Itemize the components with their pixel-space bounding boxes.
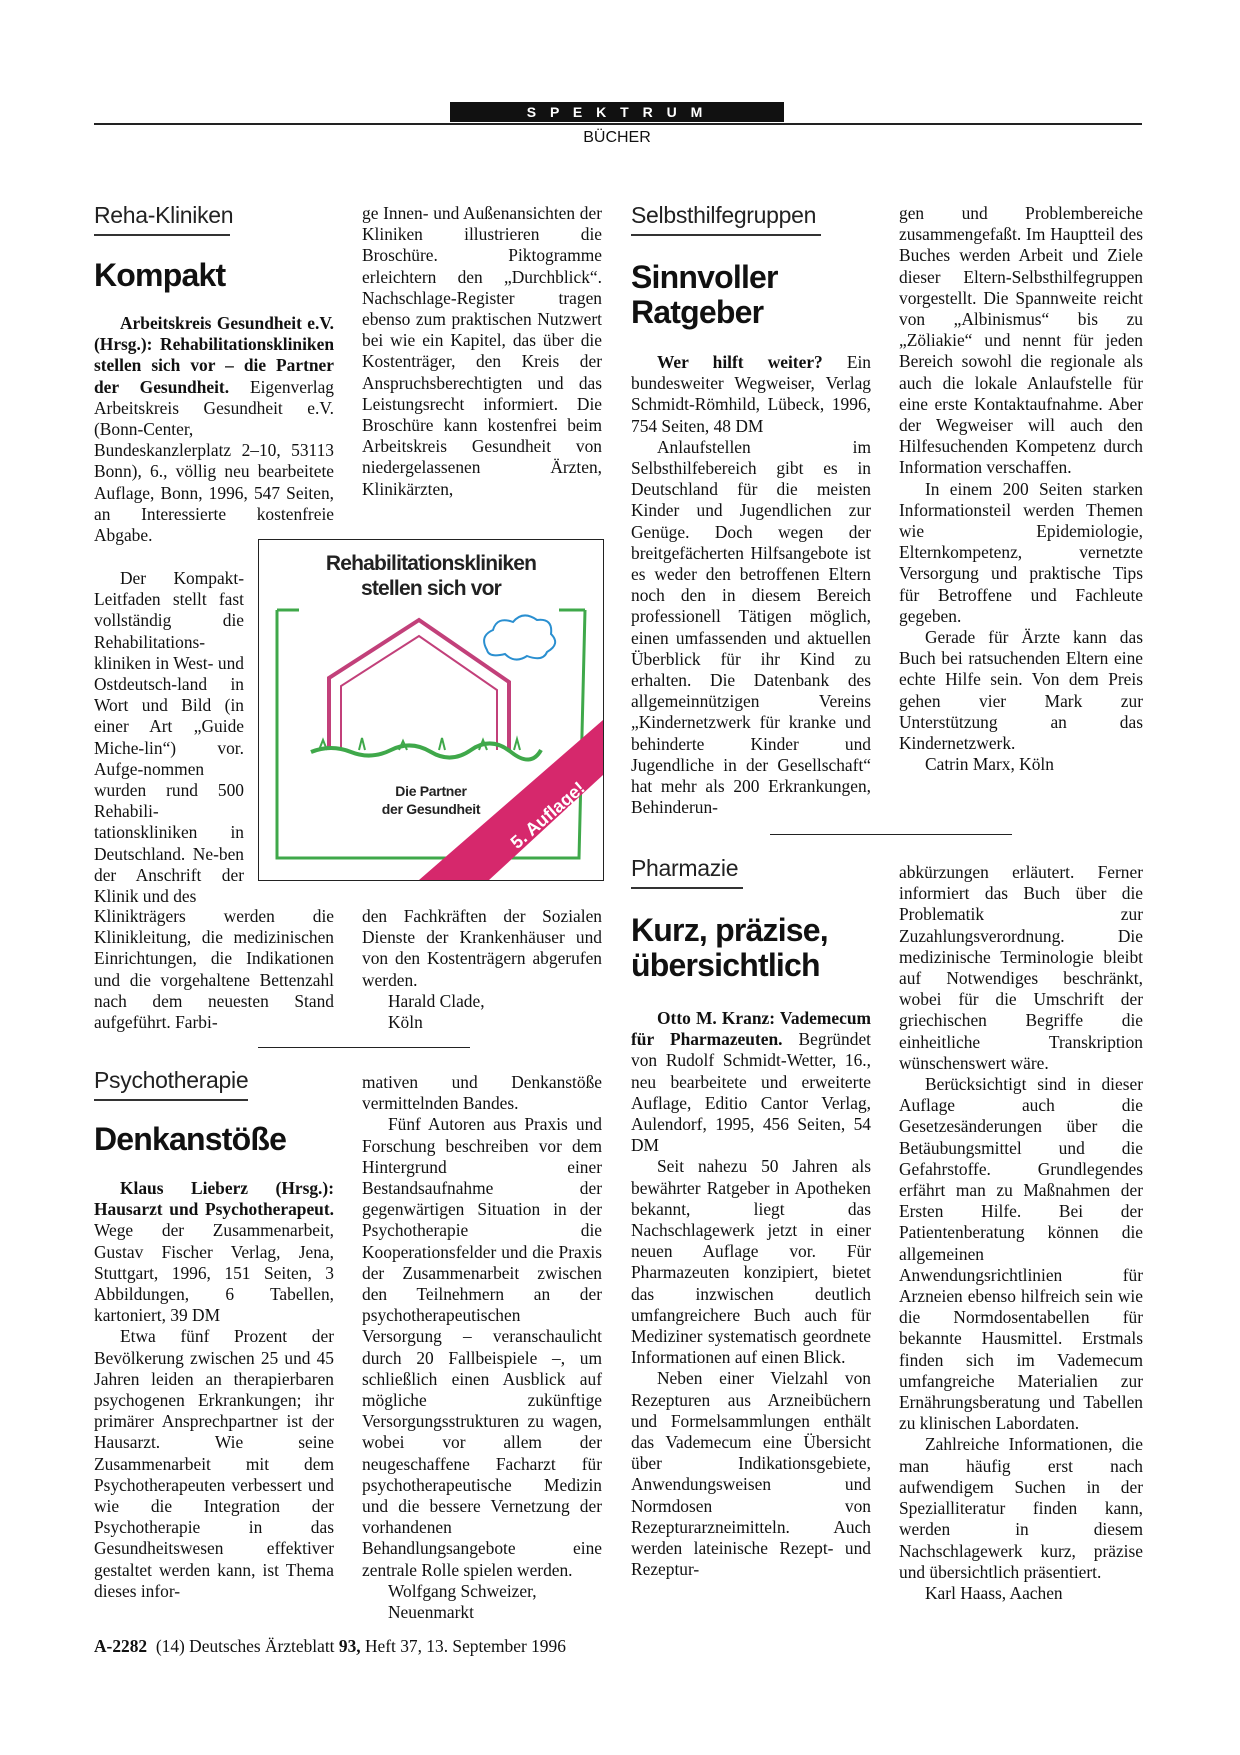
psycho-citation: Klaus Lieberz (Hrsg.): Hausarzt und Psychotherapeut.: [94, 1178, 334, 1220]
cover-ribbon-text: 5. Auflage!: [506, 777, 589, 853]
reha-citation-rest: Eigenverlag Arbeitskreis Gesundheit e.V. (Bonn-Center, Bundeskanzlerplatz 2–10, 53113 Bonn), 6., völlig neu bearbeitete Auflage, Bonn, 1996, 547 Seiten, an Interessierte kostenfreie Abgabe.: [94, 376, 334, 546]
article-psycho-col2: [362, 1072, 602, 1623]
headline-sinnvoller-1: Sinnvoller: [631, 259, 778, 295]
headline-sinnvoller-2: Ratgeber: [631, 294, 764, 330]
header-rule: [94, 123, 1142, 125]
article-psycho-col1: [94, 1178, 334, 1602]
headline-kurz-1: Kurz, präzise,: [631, 912, 828, 948]
article-reha-col2-top: [362, 203, 602, 500]
pharma-author: Karl Haass, Aachen: [925, 1582, 1063, 1603]
cover-subtitle-1: Die Partner: [395, 783, 467, 799]
psycho-citation-rest: Wege der Zusammenarbeit, Gustav Fischer Verlag, Jena, Stuttgart, 1996, 151 Seiten, 3 Abbildungen, 6 Tabellen, kartoniert, 39 DM: [94, 1220, 334, 1326]
article-selbst-col4: [899, 203, 1143, 775]
kicker-underline: [631, 887, 743, 889]
selbst-intro: [631, 352, 871, 437]
cover-title-1: Rehabilitationskliniken: [325, 552, 537, 575]
pharma-intro: [631, 1008, 871, 1156]
article-pharma-col4: [899, 862, 1143, 1604]
article-reha-col1-wrap: [94, 568, 244, 907]
cover-subtitle-2: der Gesundheit: [381, 801, 481, 817]
psycho-p2: Etwa fünf Prozent der Bevölkerung zwischen 25 und 45 Jahren leiden an therapierbaren psychogenen Erkrankungen; ihr primärer Ansprechpartner ist der Hausarzt. Wie seine Zusammenarbeit mit dem Psychotherapeuten verbessert und wie die Integration der Psychotherapie in das Gesundheitswesen effektiver gestaltet werden kann, ist Thema dieses infor-: [94, 1326, 334, 1601]
article-selbst-col3: [631, 352, 871, 818]
headline-denkanstoesse: Denkanstöße: [94, 1121, 287, 1157]
pharma-c4-p1: abkürzungen erläutert. Ferner informiert das Buch über die Problematik zur Zuzahlungsverordnung. Die medizinische Terminologie bleibt auf Notwendiges beschränkt, wobei für die Umschrift der griechischen Begriffe die einheitliche Transkription wünschenswert wäre.: [899, 862, 1143, 1073]
pharma-citation: Otto M. Kranz: Vademecum für Pharmazeuten.: [631, 1008, 871, 1050]
article-reha-col1-bottom: [94, 906, 334, 1033]
article-reha-col2-bottom: [362, 906, 602, 1033]
pharma-p2: Seit nahezu 50 Jahren als bewährter Ratgeber in Apotheken bekannt, liegt das Nachschlagewerk jetzt in einer neuen Auflage vor. Für Pharmazeuten konzipiert, bietet das inzwischen deutlich umfangreichere Buch auch für Mediziner systematisch geordnete Informationen auf einen Blick.: [631, 1156, 871, 1368]
headline-kompakt: Kompakt: [94, 257, 226, 293]
header-band: S P E K T R U M: [450, 102, 784, 122]
pharma-citation-rest: Begründet von Rudolf Schmidt-Wetter, 16., neu bearbeitete und erweiterte Auflage, Editio Cantor Verlag, Aulendorf, 1995, 456 Seiten, 54 DM: [631, 1029, 871, 1156]
divider-reha-psycho: [258, 1047, 470, 1048]
reha-c2-p1: ge Innen- und Außenansichten der Kliniken illustrieren die Broschüre. Piktogramme erleichtern den „Durchblick“. Nachschlage-Register tragen ebenso zum praktischen Nutzwert bei wie ein Kapitel, das über die Kostenträger, den Kreis der Anspruchsberechtigten und das Leistungsrecht informiert. Die Broschüre kann kostenfrei beim Arbeitskreis Gesundheit von niedergelassenen Ärzten, Klinikärzten,: [362, 203, 602, 499]
reha-author-city: Köln: [388, 1012, 423, 1033]
pharma-c4-p3: Zahlreiche Informationen, die man häufig erst nach aufwendigem Suchen in der Spezialliteratur finden kann, werden in diesem Nachschlagewerk kurz, präzise und übersichtlich präsentiert.: [899, 1434, 1143, 1582]
article-pharma-col3: [631, 1008, 871, 1580]
reha-p3: Klinikträgers werden die Klinikleitung, die medizinischen Einrichtungen, die Indikationen und die vorgehaltene Bettenzahl nach dem neuesten Stand aufgeführt. Farbi-: [94, 906, 334, 1033]
cover-title-2: stellen sich vor: [360, 577, 502, 600]
journal-volume: 93,: [338, 1636, 361, 1656]
kicker-selbsthilfe: Selbsthilfegruppen: [631, 202, 817, 228]
book-cover-image: [258, 539, 604, 881]
kicker-reha: Reha-Kliniken: [94, 202, 234, 228]
pharma-c4-p2: Berücksichtigt sind in dieser Auflage auch die Gesetzesänderungen über die Betäubungsmittel und die Gefahrstoffe. Grundlegendes erfährt man zu Maßnahmen der Ersten Hilfe. Bei der Patientenberatung können die allgemeinen Anwendungsrichtlinien für Arzneien ebenso hilfreich sein wie die Normdosentabellen für bekannte Hausmittel. Erstmals finden sich im Vademecum umfangreiche Materialien zur Ernährungsberatung und Tabellen zu klinischen Labordaten.: [899, 1074, 1143, 1434]
divider-selbst-pharma: [770, 834, 1012, 835]
psycho-author-city: Neuenmarkt: [388, 1602, 474, 1623]
page-number: A-2282: [94, 1636, 148, 1656]
kicker-underline: [94, 234, 230, 236]
reha-p2: Der Kompakt-Leitfaden stellt fast vollständig die Rehabilitations-kliniken in West- und Ostdeutsch-land in Wort und Bild (in einer Art „Guide Miche-lin“) vor. Aufge-nommen wurden rund 500 Rehabili-tationskliniken in Deutschland. Ne-ben der Anschrift der Klinik und des: [94, 568, 244, 907]
pharma-p3: Neben einer Vielzahl von Rezepturen aus Arzneibüchern und Formelsammlungen enthält das Vademecum eine Übersicht über Indikationsgebiete, Anwendungsweisen und Normdosen von Rezepturarzneimitteln. Auch werden lateinische Rezept- und Rezeptur-: [631, 1368, 871, 1580]
reha-c2-p2: den Fachkräften der Sozialen Dienste der Krankenhäuser und von den Kostenträgern abgerufen werden.: [362, 906, 602, 990]
section-label: BÜCHER: [583, 129, 651, 146]
selbst-c4-p3: Gerade für Ärzte kann das Buch bei ratsuchenden Eltern eine echte Hilfe sein. Von dem Preis gehen vier Mark zur Unterstützung an das Kindernetzwerk.: [899, 627, 1143, 754]
kicker-underline: [94, 1099, 248, 1101]
reha-citation: Arbeitskreis Gesundheit e.V. (Hrsg.): Rehabilitationskliniken stellen sich vor – die Partner der Gesundheit.: [94, 313, 334, 397]
headline-kurz-2: übersichtlich: [631, 947, 820, 983]
psycho-author: Wolfgang Schweizer,: [388, 1580, 537, 1601]
selbst-c4-p2: In einem 200 Seiten starken Informationsteil werden Themen wie Epidemiologie, Elternkompetenz, vernetzte Versorgung und praktische Tips für Betroffene und Fachleute gegeben.: [899, 478, 1143, 626]
header: [94, 100, 1142, 146]
selbst-author: Catrin Marx, Köln: [925, 754, 1054, 775]
selbst-c4-p1: gen und Problembereiche zusammengefaßt. Im Hauptteil des Buches werden Arbeit und Ziele dieser Eltern-Selbsthilfegruppen vorgestellt. Die Spannweite reicht von „Albinismus“ bis zu „Zöliakie“ und nennt für jeden Bereich sowohl die regionale als auch die lokale Anlaufstelle für eine erste Kontaktaufnahme. Aber der Wegweiser will auch den Hilfesuchenden Kompetenz durch Information verschaffen.: [899, 203, 1143, 478]
journal-ref: (14) Deutsches Ärzteblatt: [155, 1636, 339, 1656]
page-footer: [94, 1636, 566, 1657]
kicker-underline: [631, 234, 821, 236]
reha-intro: [94, 313, 334, 546]
kicker-pharmazie: Pharmazie: [631, 855, 739, 881]
psycho-c2-p2: Fünf Autoren aus Praxis und Forschung beschreiben vor dem Hintergrund einer Bestandsaufnahme der gegenwärtigen Situation in der Psychotherapie die Kooperationsfelder und die Praxis der Zusammenarbeit zwischen den Teilnehmern an der psychotherapeutischen Versorgung – veranschaulicht durch 20 Fallbeispiele –, um schließlich einen Ausblick auf mögliche zukünftige Versorgungsstrukturen zu wagen, wobei vor allem der neugeschaffene Facharzt für psychotherapeutische Medizin und die bessere Vernetzung der vorhandenen Behandlungsangebote eine zentrale Rolle spielen werden.: [362, 1114, 602, 1580]
selbst-citation-rest: Ein bundesweiter Wegweiser, Verlag Schmidt-Römhild, Lübeck, 1996, 754 Seiten, 48 DM: [631, 352, 871, 436]
kicker-psycho: Psychotherapie: [94, 1067, 249, 1093]
article-reha-col1-top: [94, 313, 334, 546]
selbst-p2: Anlaufstellen im Selbsthilfebereich gibt es in Deutschland für die meisten Kinder und Jugendlichen zur Genüge. Doch wegen der breitgefächerten Hilfsangebote ist es weder den betroffenen Eltern noch den in diesem Bereich professionell Tätigen möglich, einen umfassenden und aktuellen Überblick für ihr Kind zu erhalten. Die Datenbank des allgemeinnützigen Vereins „Kindernetzwerk für kranke und behinderte Kinder und Jugendliche in der Gesellschaft“ hat mehr als 200 Erkrankungen, Behinderun-: [631, 436, 871, 818]
journal-issue: Heft 37, 13. September 1996: [360, 1636, 566, 1656]
reha-author: Harald Clade,: [388, 990, 485, 1011]
psycho-c2-p1: mativen und Denkanstöße vermittelnden Bandes.: [362, 1072, 602, 1114]
psycho-intro: [94, 1178, 334, 1326]
selbst-citation: Wer hilft weiter?: [657, 352, 823, 372]
